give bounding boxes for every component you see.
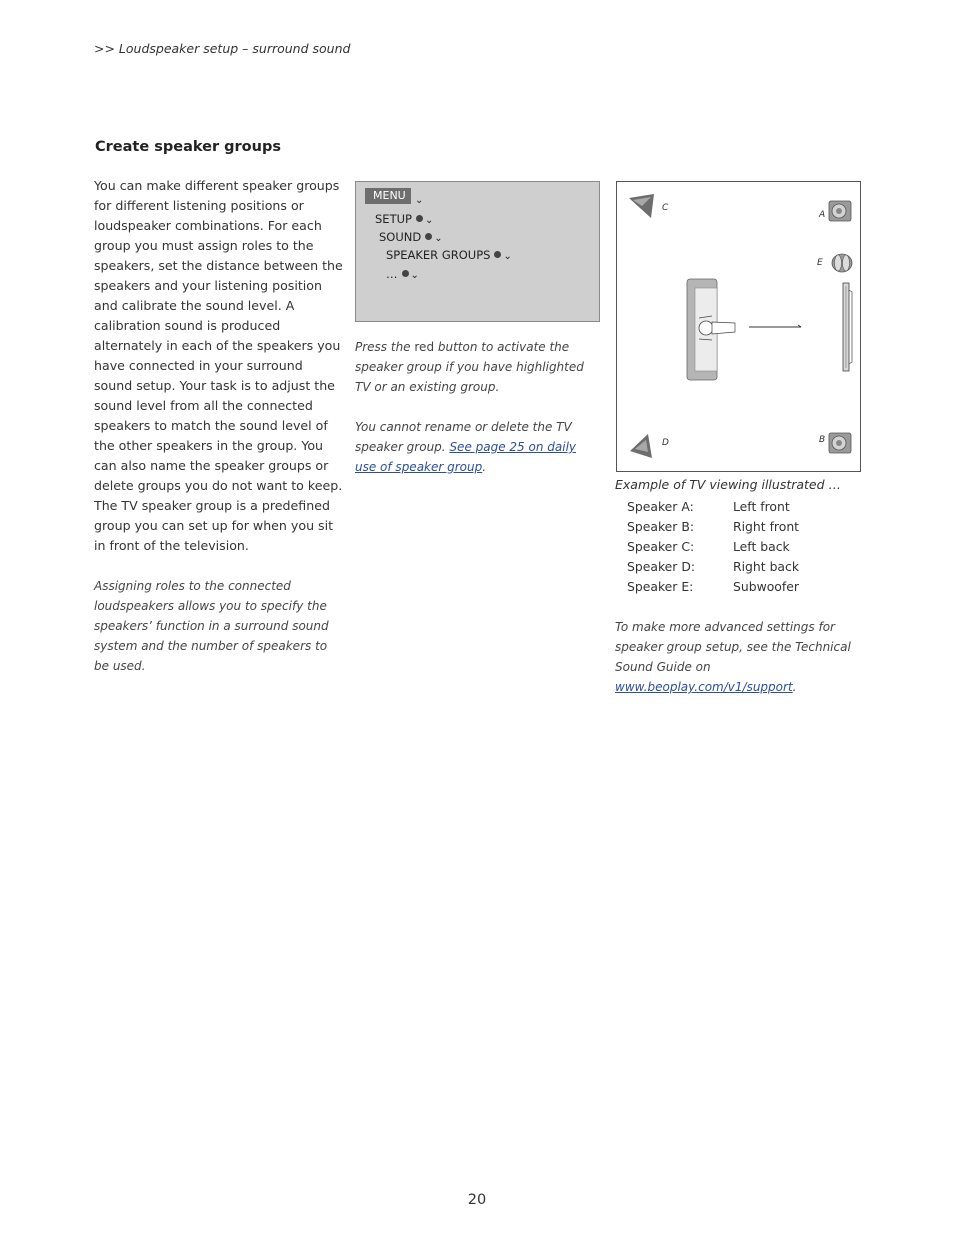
chevron-down-icon: ⌄ bbox=[410, 270, 419, 281]
menu-item-speaker-groups bbox=[386, 247, 512, 265]
menu-item-label: SETUP bbox=[375, 212, 412, 226]
label-b: B bbox=[819, 435, 826, 445]
speaker-icon bbox=[629, 194, 654, 218]
speaker-icon bbox=[630, 434, 652, 458]
table-row: Speaker E: Subwoofer bbox=[627, 579, 799, 594]
tv-group-note: You cannot rename or delete the TV speaker group. See page 25 on daily use of speaker group. bbox=[355, 420, 577, 474]
menu-chevron bbox=[415, 191, 423, 209]
speaker-roles-table bbox=[627, 497, 799, 597]
menu-item-label: SOUND bbox=[379, 230, 422, 244]
support-link[interactable]: www.beoplay.com/v1/support bbox=[615, 680, 793, 694]
left-column bbox=[94, 176, 344, 676]
dot-icon bbox=[416, 215, 423, 222]
middle-column-notes bbox=[355, 337, 600, 477]
table-row: Speaker A: Left front bbox=[627, 499, 790, 514]
diagram-caption: Example of TV viewing illustrated … bbox=[615, 477, 842, 492]
chevron-down-icon: ⌄ bbox=[415, 195, 424, 206]
dot-icon bbox=[494, 251, 501, 258]
menu-item-label: SPEAKER GROUPS bbox=[386, 248, 491, 262]
breadcrumb: >> Loudspeaker setup – surround sound bbox=[94, 41, 351, 56]
table-row: Speaker C: Left back bbox=[627, 539, 790, 554]
chevron-down-icon: ⌄ bbox=[503, 251, 512, 262]
speaker-group-page-link[interactable]: See page 25 on daily use of speaker group bbox=[355, 440, 577, 474]
chevron-down-icon: ⌄ bbox=[424, 215, 434, 226]
chevron-down-icon: ⌄ bbox=[434, 233, 443, 244]
advanced-settings-note: To make more advanced settings for speaker group setup, see the Technical Sound Guide on www.beoplay.com/v1/support. bbox=[615, 620, 851, 694]
label-e: E bbox=[817, 258, 823, 268]
menu-item-label: … bbox=[386, 267, 398, 281]
page-number: 20 bbox=[467, 1192, 487, 1208]
intro-paragraph: You can make different speaker groups for different listening positions or loudspeaker combinations. For each group you must assign roles to the speakers, set the distance between the speakers and your listening position and calibrate the sound level. A calibration sound is produced alternately in each of the speakers you have connected in your surround sound setup. Your task is to adjust the sound level from all the connected speakers to match the sound level of the other speakers in the group. You can also name the speaker groups or delete groups you do not want to keep. The TV speaker group is a predefined group you can set up for when you sit in front of the television. bbox=[94, 178, 343, 553]
assign-roles-note: Assigning roles to the connected loudspeakers allows you to specify the speakers’ function in a surround sound system and the number of speakers to be used. bbox=[94, 579, 329, 673]
speaker-icon bbox=[829, 433, 851, 453]
label-c: C bbox=[662, 203, 669, 213]
red-button-note: Press the red button to activate the speaker group if you have highlighted TV or an existing group. bbox=[355, 340, 584, 394]
menu-path-box bbox=[355, 181, 600, 322]
menu-item-setup bbox=[375, 211, 433, 229]
speaker-icon bbox=[829, 201, 851, 221]
label-d: D bbox=[662, 438, 669, 448]
red-word: red bbox=[414, 340, 435, 354]
menu-item-ellipsis bbox=[386, 266, 419, 284]
dot-icon bbox=[402, 270, 409, 277]
section-title: Create speaker groups bbox=[95, 139, 281, 155]
subwoofer-icon bbox=[832, 254, 852, 272]
table-row: Speaker B: Right front bbox=[627, 519, 800, 534]
menu-chip: MENU bbox=[365, 188, 411, 204]
table-row: Speaker D: Right back bbox=[627, 559, 800, 574]
speaker-layout-diagram bbox=[616, 181, 861, 472]
television-icon bbox=[843, 283, 852, 371]
menu-item-sound bbox=[379, 229, 443, 247]
label-a: A bbox=[819, 210, 826, 220]
sofa-icon bbox=[687, 279, 735, 380]
dot-icon bbox=[425, 233, 432, 240]
